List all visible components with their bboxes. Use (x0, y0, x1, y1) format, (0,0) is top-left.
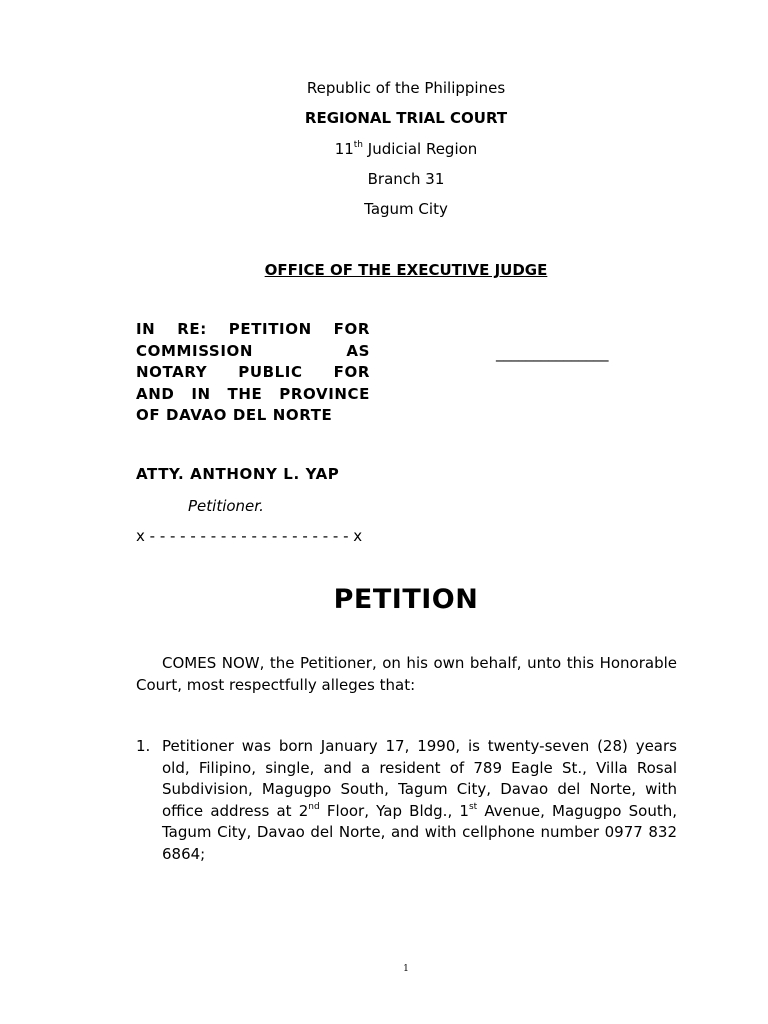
petitioner-name: ATTY. ANTHONY L. YAP (136, 465, 340, 483)
allegation-text: Petitioner was born January 17, 1990, is twenty-seven (28) years old, Filipino, single, and a resident of 789 Eagle St., Villa Rosal Subdivision, Magugpo South, Tagum City, Davao del Norte, with office address at 2nd Floor, Yap Bldg., 1st Avenue, Magugpo South, Tagum City, Davao del Norte, and with cellphone number 0977 832 6864; (162, 737, 677, 863)
page-number: 1 (403, 964, 409, 974)
case-number-blank: _______________ (496, 344, 609, 362)
allegation-item (136, 736, 677, 865)
region-number: 11 (334, 140, 354, 158)
header-judicial-region (0, 139, 768, 159)
region-label: Judicial Region (363, 140, 478, 158)
intro-text: COMES NOW, the Petitioner, on his own behalf, unto this Honorable Court, most respectfully alleges that: (136, 654, 677, 694)
header-branch: Branch 31 (367, 170, 445, 188)
caption-separator: x - - - - - - - - - - - - - - - - - - - - x (136, 527, 363, 545)
case-caption (136, 319, 370, 427)
caption-line: IN RE: PETITION FOR (136, 320, 370, 338)
header-republic: Republic of the Philippines (306, 79, 506, 97)
region-ordinal-suffix: th (353, 140, 364, 150)
caption-line: NOTARY PUBLIC FOR (136, 363, 370, 381)
intro-paragraph (136, 653, 677, 696)
petitioner-role: Petitioner. (188, 497, 264, 515)
document-title: PETITION (333, 584, 479, 615)
header-city: Tagum City (364, 200, 448, 218)
header-court-name: REGIONAL TRIAL COURT (304, 109, 508, 127)
caption-line: AND IN THE PROVINCE (136, 384, 370, 403)
office-heading: OFFICE OF THE EXECUTIVE JUDGE (264, 261, 548, 279)
caption-line: COMMISSION AS (136, 341, 370, 360)
caption-line: OF DAVAO DEL NORTE (136, 406, 333, 424)
allegation-number: 1. (136, 737, 151, 755)
